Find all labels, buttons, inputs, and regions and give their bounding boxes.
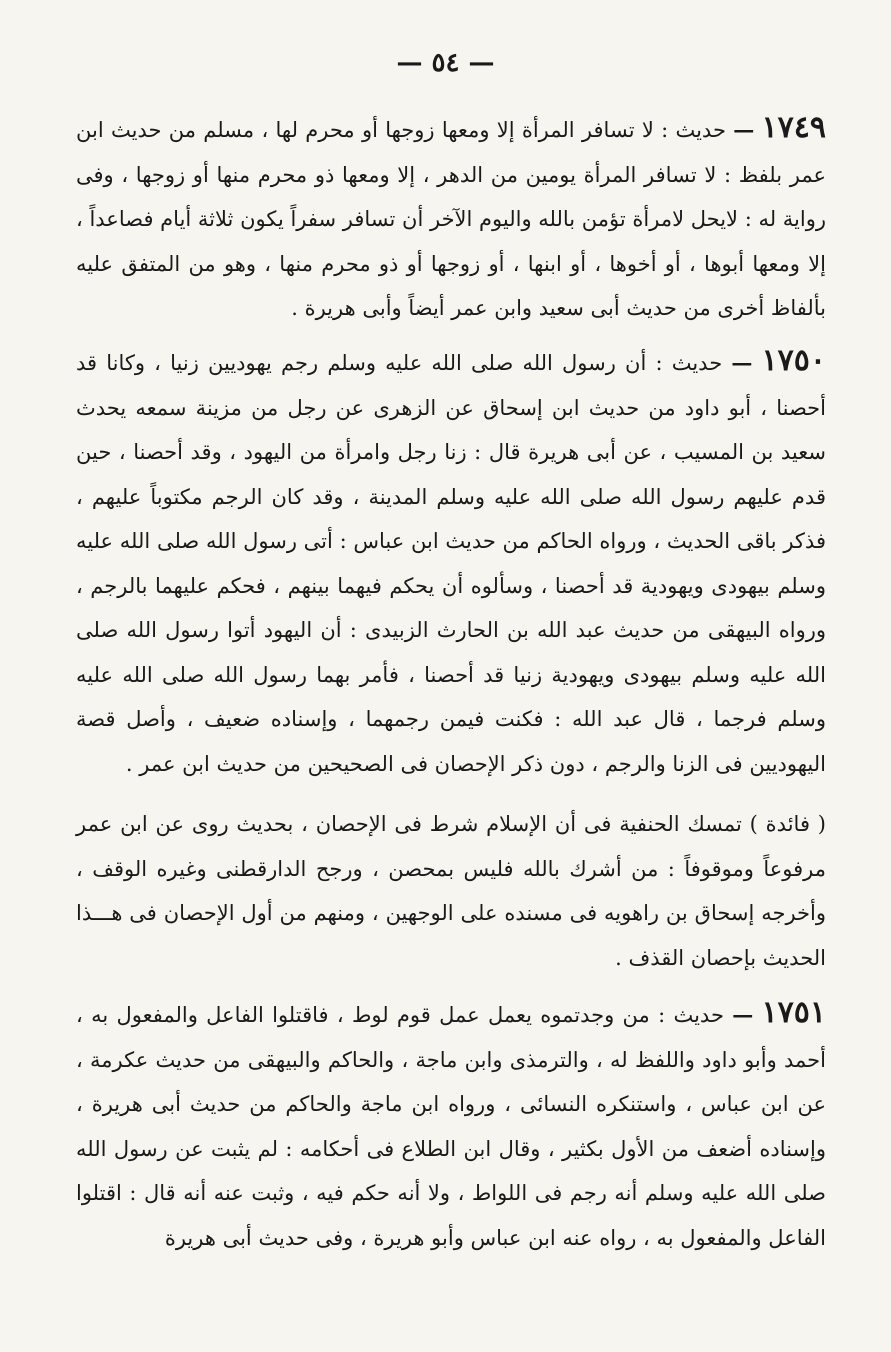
entry-number: ١٧٤٩: [761, 110, 826, 145]
entry-dash: —: [733, 117, 755, 142]
entry-text: ( فائدة ) تمسك الحنفية فى أن الإسلام شرط فى الإحصان ، بحديث روى عن ابن عمر مرفوعاً وموقوفاً : من أشرك بالله فليس بمحصن ، ورجح الدارقطنى وغيره الوقف ، وأخرجه إسحاق بن راهويه فى مسنده على الوجهين ، ومنهم من أول الإحصان فى هـــذا الحديث بإحصان القذف .: [76, 812, 826, 970]
entry-text: حديث : من وجدتموه يعمل عمل قوم لوط ، فاقتلوا الفاعل والمفعول به ، أحمد وأبو داود واللفظ له ، والترمذى وابن ماجة ، والحاكم والبيهقى من حديث عكرمة ، عن ابن عباس ، واستنكره النسائى ، ورواه ابن ماجة والحاكم من حديث أبى هريرة ، وإسناده أضعف من الأول بكثير ، وقال ابن الطلاع فى أحكامه : لم يثبت عن رسول الله صلى الله عليه وسلم أنه رجم فى اللواط ، ولا أنه حكم فيه ، وثبت عنه أنه قال : اقتلوا الفاعل والمفعول به ، رواه عنه ابن عباس وأبو هريرة ، وفى حديث أبى هريرة: [76, 1003, 826, 1250]
entry-text: حديث : أن رسول الله صلى الله عليه وسلم رجم يهوديين زنيا ، وكانا قد أحصنا ، أبو داود من حديث ابن إسحاق عن الزهرى عن رجل من مزينة سمعه يحدث سعيد بن المسيب ، عن أبى هريرة قال : زنا رجل وامرأة من اليهود ، وقد أحصنا ، حين قدم عليهم رسول الله صلى الله عليه وسلم المدينة ، وقد كان الرجم مكتوباً عليهم ، فذكر باقى الحديث ، ورواه الحاكم من حديث ابن عباس : أتى رسول الله صلى الله عليه وسلم بيهودى ويهودية قد أحصنا ، وسألوه أن يحكم فيهما بينهم ، فحكم عليهما بالرجم ، ورواه البيهقى من حديث عبد الله بن الحارث الزبيدى : أن اليهود أتوا رسول الله صلى الله عليه وسلم بيهودى ويهودية زنيا قد أحصنا ، فأمر بهما رسول الله صلى الله عليه وسلم فرجما ، قال عبد الله : فكنت فيمن رجمهما ، وإسناده ضعيف ، وأصل قصة اليهوديين فى الزنا والرجم ، دون ذكر الإحصان فى الصحيحين من حديث ابن عمر .: [76, 351, 826, 776]
entry-dash: —: [732, 1002, 754, 1027]
entry-dash: —: [731, 350, 753, 375]
hadith-entry-1751: [76, 991, 826, 1260]
entry-number: ١٧٥٠: [761, 343, 826, 378]
hadith-entry-1749: [76, 106, 826, 331]
hadith-entry-1750: [76, 339, 826, 786]
entry-number: ١٧٥١: [761, 995, 826, 1030]
faida-note: [76, 802, 826, 980]
page-number: — ٥٤ —: [396, 48, 495, 78]
entry-text: حديث : لا تسافر المرأة إلا ومعها زوجها أو محرم لها ، مسلم من حديث ابن عمر بلفظ : لا تسافر المرأة يومين من الدهر ، إلا ومعها ذو محرم منها أو زوجها ، وفى رواية له : لايحل لامرأة تؤمن بالله واليوم الآخر أن تسافر سفراً يكون ثلاثة أيام فصاعداً ، إلا ومعها أبوها ، أو أخوها ، أو ابنها ، أو زوجها أو ذو محرم منها ، وهو من المتفق عليه بألفاظ أخرى من حديث أبى سعيد وابن عمر أيضاً وأبى هريرة .: [76, 118, 826, 320]
